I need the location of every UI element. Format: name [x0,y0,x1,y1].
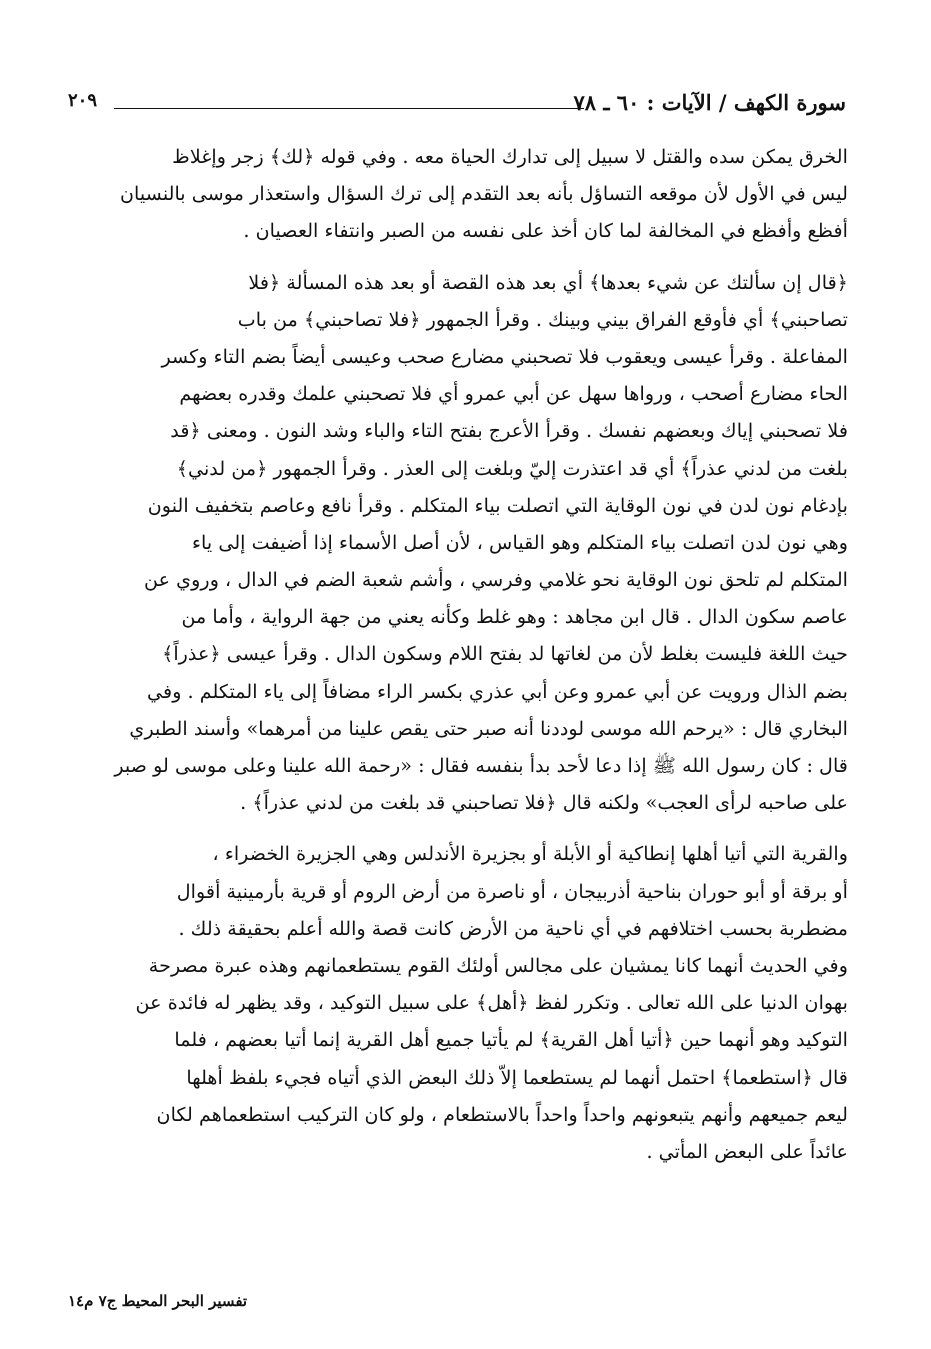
text-line: الحاء مضارع أصحب ، ورواها سهل عن أبي عمرو أي فلا تصحبني علمك وقدره بعضهم [179,382,848,406]
page-header [68,86,846,120]
text-line: عاصم سكون الدال . قال ابن مجاهد : وهو غلط وكأنه يعني من جهة الرواية ، وأما من [181,605,848,629]
text-line: بإدغام نون لدن في نون الوقاية التي اتصلت بياء المتكلم . وقرأ نافع وعاصم بتخفيف النون [147,493,848,517]
text-line: حيث اللغة فليست بغلط لأن من لغاتها لد بفتح اللام وسكون الدال . وقرأ عيسى ﴿عذراً﴾ [162,642,848,666]
text-line: الخرق يمكن سده والقتل لا سبيل إلى تدارك الحياة معه . وفي قوله ﴿لك﴾ زجر وإغلاظ [172,145,848,168]
text-line: عائداً على البعض المأتي . [646,1139,848,1163]
paragraph [66,138,848,250]
paragraph [66,835,848,1170]
surah-title: سورة الكهف / الآيات : ٦٠ ـ ٧٨ [573,90,846,115]
paragraph [66,264,848,822]
text-line: بضم الذال ورويت عن أبي عمرو وعن أبي عذري بكسر الراء مضافاً إلى ياء المتكلم . وفي [147,679,848,703]
text-line: التوكيد وهو أنهما حين ﴿أتيا أهل القرية﴾ لم يأتيا جميع أهل القرية إنما أتيا بعضهم ، فلما [174,1028,848,1052]
footer-signature: تفسير البحر المحيط ج٧ م١٤ [68,1292,248,1310]
text-line: تصاحبني﴾ أي فأوقع الفراق بيني وبينك . وقرأ الجمهور ﴿فلا تصاحبني﴾ من باب [237,307,848,331]
text-line: قال : كان رسول الله ﷺ إذا دعا لأحد بدأ بنفسه فقال : «رحمة الله علينا وعلى موسى لو صبر [114,754,848,777]
text-line: ليس في الأول لأن موقعه التساؤل بأنه بعد التقدم إلى ترك السؤال واستعذار موسى بالنسيان [119,182,848,206]
text-line: وهي نون لدن اتصلت بياء المتكلم وهو القياس ، لأن أصل الأسماء إذا أضيفت إلى ياء [192,530,848,554]
text-line: فلا تصحبني إياك وبعضهم نفسك . وقرأ الأعرج بفتح التاء والباء وشد النون . ومعنى ﴿قد [170,419,848,443]
text-line: بهوان الدنيا على الله تعالى . وتكرر لفظ ﴿أهل﴾ على سبيل التوكيد ، وقد يظهر له فائدة عن [135,991,848,1015]
text-line: على صاحبه لرأى العجب» ولكنه قال ﴿فلا تصاحبني قد بلغت من لدني عذراً﴾ . [240,791,848,815]
text-line: المتكلم لم تلحق نون الوقاية نحو غلامي وفرسي ، وأشم شعبة الضم في الدال ، وروي عن [143,568,848,592]
text-line: وفي الحديث أنهما كانا يمشيان على مجالس أولئك القوم يستطعمانهم وهذه عبرة مصرحة [148,953,848,977]
text-line: مضطربة بحسب اختلافهم في أي ناحية من الأرض كانت قصة والله أعلم بحقيقة ذلك . [178,916,848,940]
page-number: ٢٠٩ [68,90,98,111]
text-line: المفاعلة . وقرأ عيسى ويعقوب فلا تصحبني مضارع صحب وعيسى أيضاً بضم التاء وكسر [161,344,848,368]
text-line: قال ﴿استطعما﴾ احتمل أنهما لم يستطعما إلاّ ذلك البعض الذي أتياه فجيء بلفظ أهلها [186,1065,848,1089]
text-line: أفظع وأفظع في المخالفة لما كان أخذ على نفسه من الصبر وانتفاء العصيان . [243,219,848,243]
text-line: ﴿قال إن سألتك عن شيء بعدها﴾ أي بعد هذه القصة أو بعد هذه المسألة ﴿فلا [248,270,848,294]
page-body [66,138,848,1170]
text-line: البخاري قال : «يرحم الله موسى لوددنا أنه صبر حتى يقص علينا من أمرهما» وأسند الطبري [129,716,848,740]
header-rule [114,108,584,109]
text-line: والقرية التي أتيا أهلها إنطاكية أو الأبلة أو بجزيرة الأندلس وهي الجزيرة الخضراء ، [212,842,848,866]
text-line: أو برقة أو أبو حوران بناحية أذربيجان ، أو ناصرة من أرض الروم أو قرية بأرمينية أقوال [176,879,848,903]
text-line: بلغت من لدني عذراً﴾ أي قد اعتذرت إليّ وبلغت إلى العذر . وقرأ الجمهور ﴿من لدني﴾ [176,456,848,480]
text-line: ليعم جميعهم وأنهم يتبعونهم واحداً واحداً بالاستطعام ، ولو كان التركيب استطعماهم لكان [156,1102,848,1126]
